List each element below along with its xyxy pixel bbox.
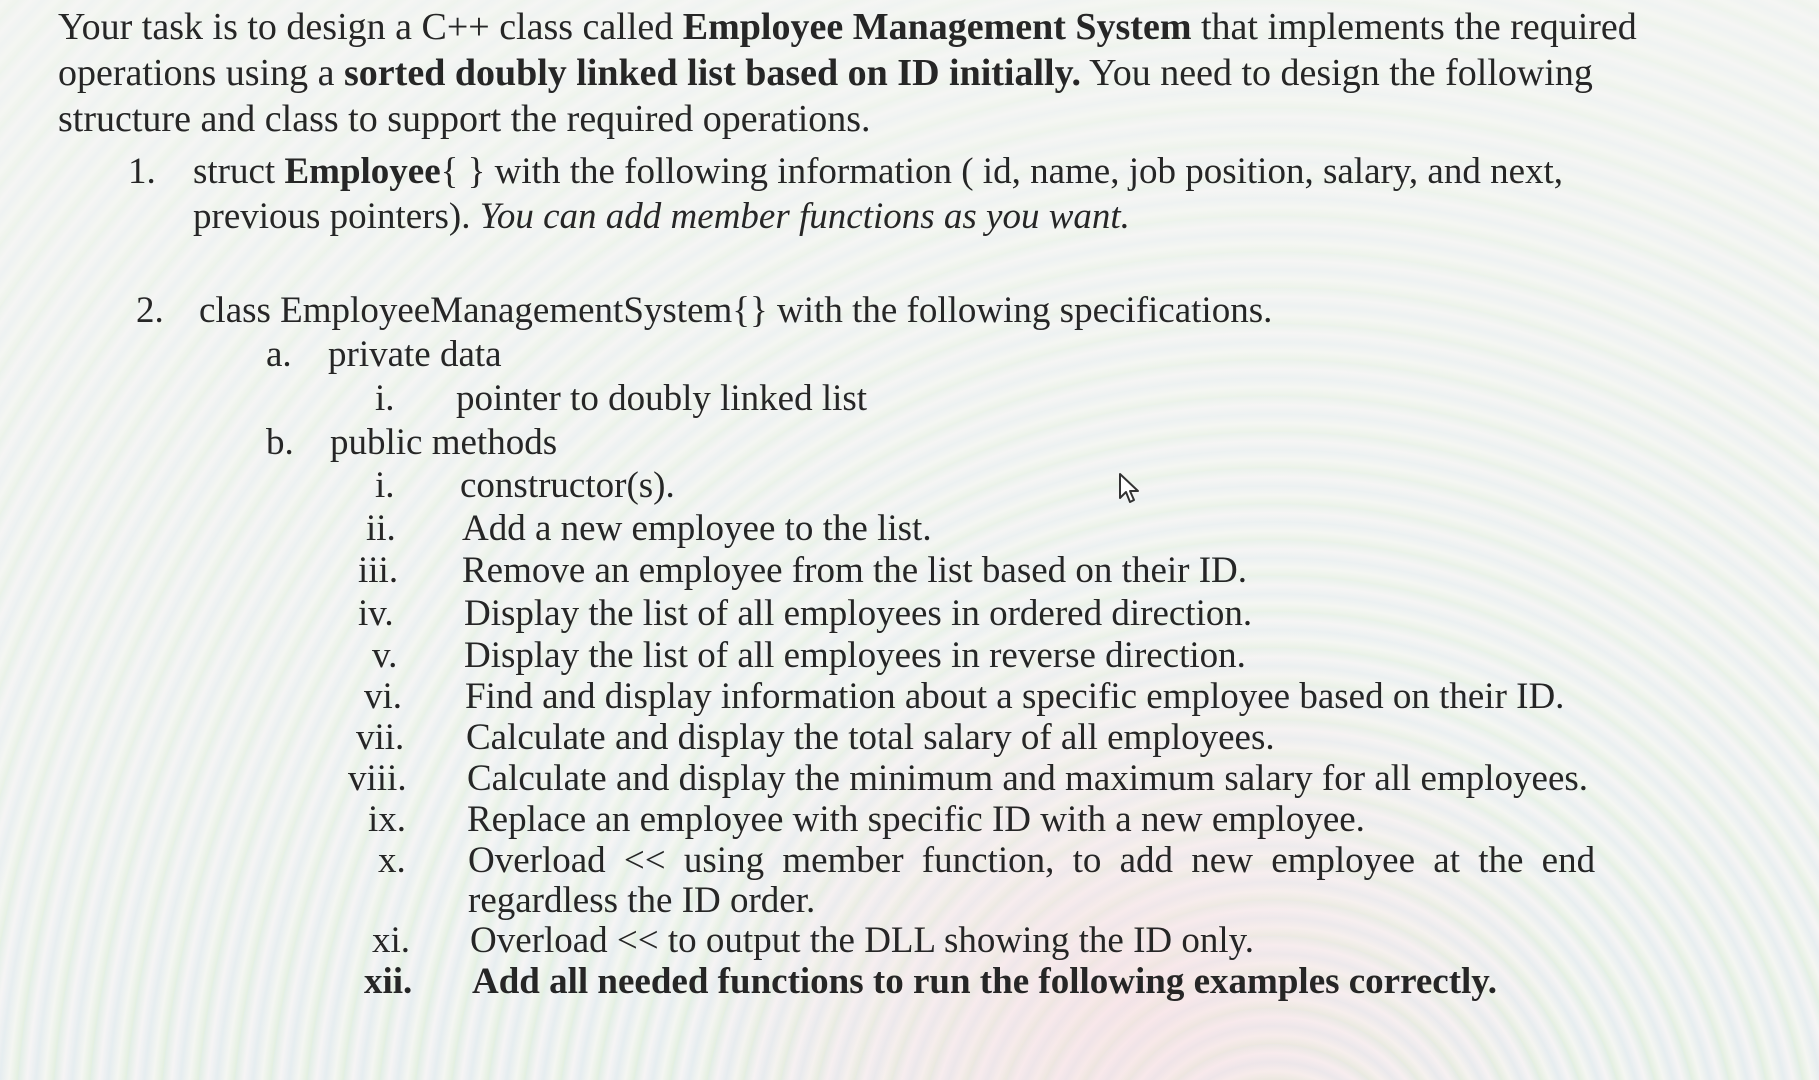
- item2b-number: b.: [266, 422, 294, 463]
- item2b-text: public methods: [330, 422, 558, 463]
- method-number: iii.: [358, 550, 399, 591]
- method-text-cont: regardless the ID order.: [468, 880, 816, 921]
- method-number: v.: [372, 635, 398, 676]
- item2a-number: a.: [266, 334, 292, 375]
- intro-bold-class-name: Employee Management System: [682, 6, 1192, 48]
- item1-mid: { } with the following information ( id, name, job position, salary, and next,: [440, 151, 1564, 192]
- method-number: vi.: [364, 676, 403, 717]
- method-number: viii.: [348, 758, 407, 799]
- method-text: Add a new employee to the list.: [462, 508, 932, 549]
- method-text: Overload << to output the DLL showing the ID only.: [470, 920, 1255, 961]
- method-number: ii.: [366, 508, 396, 549]
- method-number: ix.: [368, 799, 407, 840]
- method-text: constructor(s).: [460, 465, 675, 506]
- item2-number: 2.: [136, 290, 164, 331]
- method-text: Display the list of all employees in reverse direction.: [464, 635, 1246, 676]
- method-number: iv.: [358, 593, 394, 634]
- item1-pre: struct: [193, 151, 285, 192]
- method-number: i.: [375, 465, 395, 506]
- method-text: Calculate and display the total salary of all employees.: [466, 717, 1275, 758]
- method-number: xii.: [364, 961, 413, 1002]
- intro-bold-requirement: sorted doubly linked list based on ID initially.: [344, 52, 1081, 94]
- item1-line2-text: previous pointers).: [193, 196, 480, 237]
- method-text: Remove an employee from the list based on their ID.: [462, 550, 1248, 591]
- intro-paragraph: [58, 4, 1698, 142]
- method-text: Find and display information about a specific employee based on their ID.: [465, 676, 1565, 717]
- method-number: xi.: [372, 920, 411, 961]
- item2-text: class EmployeeManagementSystem{} with the following specifications.: [199, 290, 1273, 331]
- method-text: Calculate and display the minimum and maximum salary for all employees.: [467, 758, 1589, 799]
- item2a-i-number: i.: [375, 378, 395, 419]
- method-text: Display the list of all employees in ordered direction.: [464, 593, 1253, 634]
- method-number: vii.: [356, 717, 405, 758]
- mouse-pointer-icon: [1118, 472, 1144, 506]
- item1-italic: You can add member functions as you want.: [479, 196, 1130, 237]
- method-number: x.: [378, 840, 406, 881]
- item1-number: 1.: [128, 151, 156, 192]
- method-text: Add all needed functions to run the following examples correctly.: [472, 961, 1498, 1002]
- item1-line1: [193, 150, 1563, 193]
- intro-text-3: You need to design the following structure and class to support the required operations.: [58, 52, 1593, 140]
- method-text: Overload << using member function, to add new employee at the end: [468, 840, 1596, 881]
- item2a-text: private data: [328, 334, 502, 375]
- item2a-i-text: pointer to doubly linked list: [456, 378, 868, 419]
- intro-text-1: Your task is to design a C++ class called: [58, 6, 683, 48]
- item1-bold: Employee: [284, 151, 441, 192]
- intro-text-2: that implements the required operations using a: [58, 6, 1637, 94]
- item1-line2: [193, 195, 1130, 238]
- method-text: Replace an employee with specific ID with a new employee.: [467, 799, 1365, 840]
